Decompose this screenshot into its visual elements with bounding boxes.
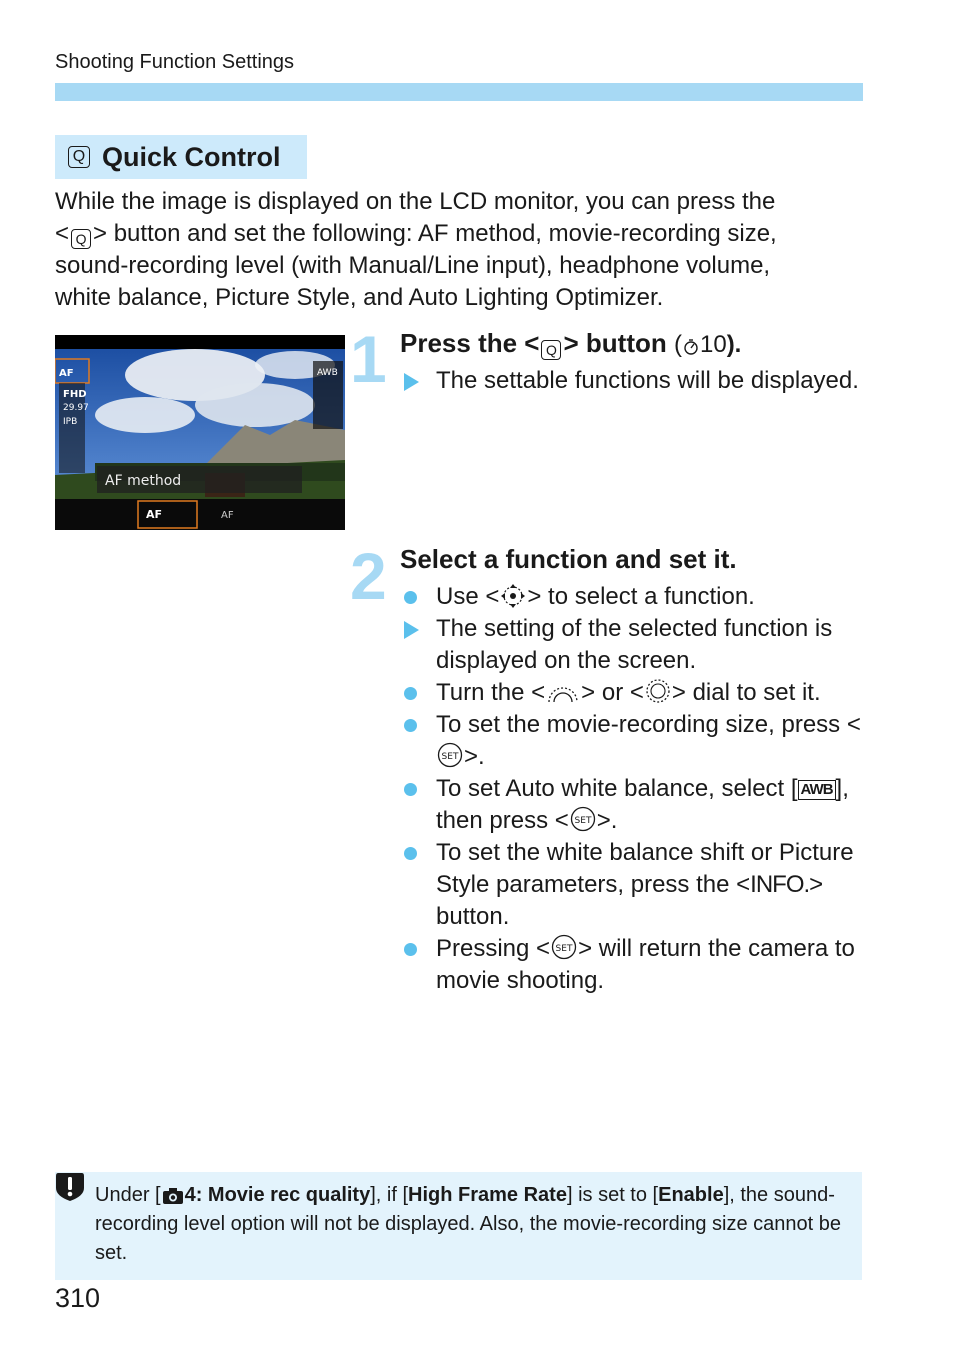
main-dial-icon xyxy=(546,680,580,704)
list-item-text: > button. xyxy=(436,871,824,930)
header-bar xyxy=(55,83,863,101)
list-item-text: > to select a function. xyxy=(527,583,755,610)
set-button-icon xyxy=(551,934,577,960)
screen-fps-icon: 29.97 xyxy=(63,403,89,413)
intro-line: white balance, Picture Style, and Auto Lighting Optimizer. xyxy=(55,284,664,311)
list-item xyxy=(400,581,870,613)
list-item-text: Turn the < xyxy=(436,679,546,706)
lcd-screen-image xyxy=(55,335,345,530)
list-item-text: The settable functions will be displayed. xyxy=(436,367,859,394)
screen-bottom-af-icon: AF xyxy=(146,508,163,521)
caution-icon xyxy=(55,1172,85,1202)
intro-bracket: < xyxy=(55,220,70,247)
set-button-icon xyxy=(437,742,463,768)
step-1-title-a: Press the < xyxy=(400,328,540,358)
intro-line: sound-recording level (with Manual/Line input), headphone volume, xyxy=(55,252,771,279)
step-2-list xyxy=(400,581,870,997)
list-item-text: > will return the camera to movie shooting. xyxy=(436,935,855,994)
step-1-title xyxy=(400,328,741,360)
list-item-text: To set Auto white balance, select [ xyxy=(436,775,798,802)
step-2-title: Select a function and set it. xyxy=(400,544,737,574)
bullet-icon xyxy=(404,591,417,604)
multi-controller-icon xyxy=(500,584,526,608)
bullet-icon xyxy=(404,783,417,796)
note-setting-name: High Frame Rate xyxy=(408,1184,567,1206)
intro-line xyxy=(55,218,855,250)
note-text: ], the sound-recording level option will not be displayed. Also, the movie-recording size cannot be set. xyxy=(95,1184,841,1264)
screen-bottom-af2-icon: AF xyxy=(221,510,234,521)
note-menu-name: 4: Movie rec quality xyxy=(184,1184,371,1206)
list-item-text: The setting of the selected function is displayed on the screen. xyxy=(436,615,833,674)
note-text: ], if [ xyxy=(370,1184,409,1206)
list-item-text: >. xyxy=(464,743,485,770)
q-button-icon: Q xyxy=(68,146,90,168)
step-1-title-b: > button xyxy=(563,328,667,358)
page-ref-number: 10 xyxy=(699,331,727,358)
quick-control-dial-icon xyxy=(645,678,671,704)
list-item xyxy=(400,613,870,677)
result-arrow-icon xyxy=(404,373,419,391)
step-1-list xyxy=(400,365,870,397)
note-text: Under [ xyxy=(95,1184,161,1206)
bullet-icon xyxy=(404,719,417,732)
list-item-text: >. xyxy=(596,807,618,834)
page-ref-icon xyxy=(683,338,699,356)
screen-af-icon: AF xyxy=(59,368,74,379)
intro-paragraph xyxy=(55,186,855,314)
page-ref xyxy=(674,331,741,358)
page-ref-open: ( xyxy=(673,331,682,358)
list-item-text: > or < xyxy=(581,679,644,706)
intro-text: > button and set the following: AF method, movie-recording size, xyxy=(93,220,777,247)
section-title: Quick Control xyxy=(102,141,281,172)
list-item xyxy=(400,773,870,837)
svg-text:SET: SET xyxy=(555,944,573,954)
page-ref-close: ). xyxy=(726,331,742,358)
set-button-icon xyxy=(570,806,596,832)
bullet-icon xyxy=(404,847,417,860)
list-item xyxy=(400,709,870,773)
list-item-text: Pressing < xyxy=(436,935,551,962)
list-item xyxy=(400,933,870,997)
list-item-text: Use < xyxy=(436,583,500,610)
info-button-icon: INFO. xyxy=(750,871,810,898)
list-item-text: To set the movie-recording size, press < xyxy=(436,711,861,738)
awb-icon: AWB xyxy=(798,780,836,800)
running-header: Shooting Function Settings xyxy=(55,51,295,73)
screen-ipb-icon: IPB xyxy=(63,417,78,427)
intro-line: While the image is displayed on the LCD monitor, you can press the xyxy=(55,188,776,215)
list-item xyxy=(400,837,870,933)
result-arrow-icon xyxy=(404,621,419,639)
list-item-text: To set the white balance shift or Picture Style parameters, press the < xyxy=(436,839,854,898)
step-2-number: 2 xyxy=(350,539,387,613)
caution-text xyxy=(95,1181,855,1268)
step-1-number: 1 xyxy=(350,322,387,396)
caution-note xyxy=(55,1172,862,1280)
page-number: 310 xyxy=(55,1283,101,1313)
screen-awb-icon: AWB xyxy=(317,368,338,378)
svg-text:SET: SET xyxy=(574,816,592,826)
screen-fhd-icon: FHD xyxy=(63,389,87,400)
list-item xyxy=(400,365,870,397)
af-method-label: AF method xyxy=(105,473,182,489)
note-setting-value: Enable xyxy=(658,1184,724,1206)
q-button-icon: Q xyxy=(71,229,91,249)
note-text: ] is set to [ xyxy=(566,1184,659,1206)
list-item-text: > dial to set it. xyxy=(671,679,821,706)
section-heading xyxy=(55,135,307,179)
list-item-text: ], then press < xyxy=(436,775,849,834)
bullet-icon xyxy=(404,943,417,956)
q-button-icon: Q xyxy=(541,340,561,360)
list-item xyxy=(400,677,870,709)
camera-icon xyxy=(162,1187,184,1205)
bullet-icon xyxy=(404,687,417,700)
svg-text:SET: SET xyxy=(441,752,459,762)
